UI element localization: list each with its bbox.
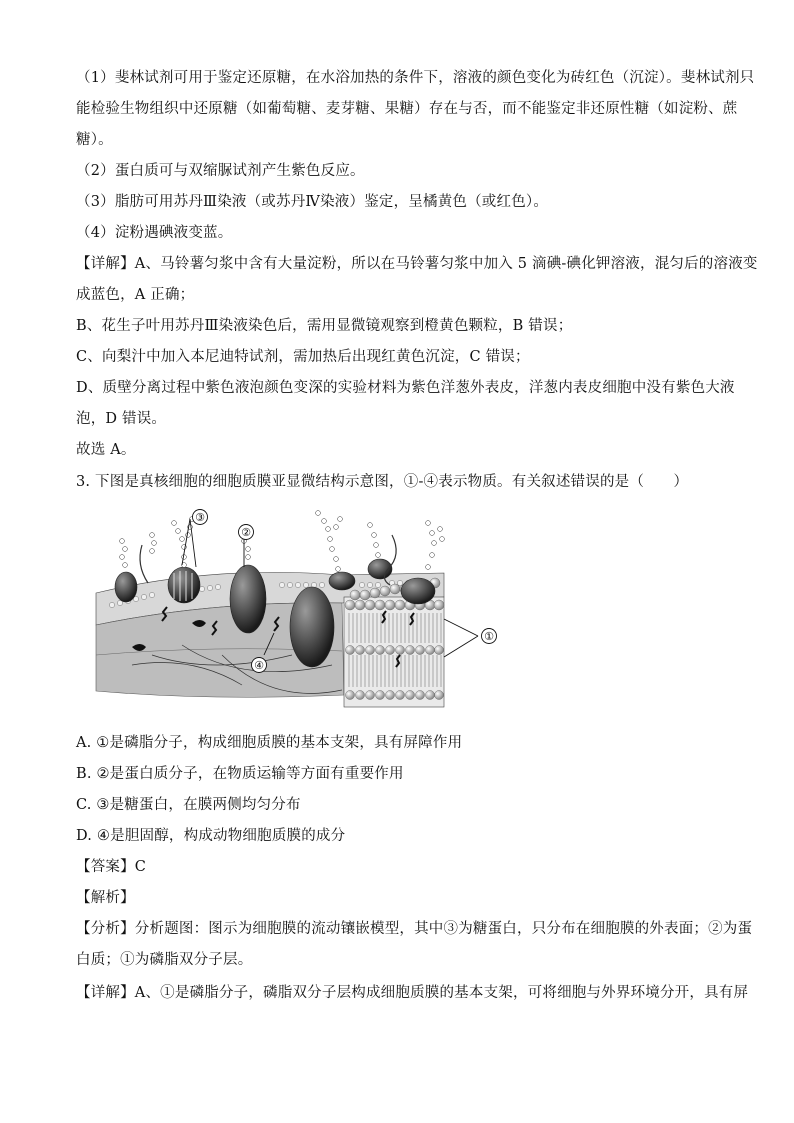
- text-line: （4）淀粉遇碘液变蓝。: [76, 225, 233, 241]
- detail-line: C、向梨汁中加入本尼迪特试剂，需加热后出现红黄色沉淀，C 错误；: [76, 349, 530, 365]
- option-a: A. ①是磷脂分子，构成细胞质膜的基本支架，具有屏障作用: [76, 735, 463, 751]
- text-line: （2）蛋白质可与双缩脲试剂产生紫色反应。: [76, 163, 365, 179]
- option-d: D. ④是胆固醇，构成动物细胞质膜的成分: [76, 828, 346, 844]
- transmembrane-protein: [230, 565, 266, 633]
- detail-line: B、花生子叶用苏丹Ⅲ染液染色后，需用显微镜观察到橙黄色颗粒，B 错误；: [76, 318, 573, 334]
- option-c: C. ③是糖蛋白，在膜两侧均匀分布: [76, 797, 301, 813]
- label-one: [482, 629, 497, 644]
- label-two: [239, 525, 254, 540]
- svg-text:②: ②: [241, 526, 251, 539]
- carbohydrate-chains: [120, 511, 445, 572]
- label-four: [252, 658, 267, 673]
- detail-line: 【详解】A、①是磷脂分子，磷脂双分子层构成细胞质膜的基本支架，可将细胞与外界环境分开，具有屏: [76, 985, 749, 1001]
- detail-line: 【详解】A、马铃薯匀浆中含有大量淀粉，所以在马铃薯匀浆中加入 5 滴碘-碘化钾溶液，混匀后的溶液变: [76, 256, 758, 272]
- conclusion-line: 故选 A。: [76, 442, 136, 458]
- cell-membrane-diagram: [92, 505, 504, 717]
- text-line: （1）斐林试剂可用于鉴定还原糖，在水浴加热的条件下，溶液的颜色变化为砖红色（沉淀）。斐林试剂只: [76, 70, 755, 86]
- text-line: （3）脂肪可用苏丹Ⅲ染液（或苏丹Ⅳ染液）鉴定，呈橘黄色（或红色）。: [76, 194, 549, 210]
- large-protein: [290, 587, 334, 667]
- detail-line: 泡，D 错误。: [76, 411, 167, 427]
- question-stem: 3. 下图是真核细胞的细胞质膜亚显微结构示意图，①-④表示物质。有关叙述错误的是（ ）: [76, 474, 689, 490]
- detail-line: D、质壁分离过程中紫色液泡颜色变深的实验材料为紫色洋葱外表皮，洋葱内表皮细胞中没有紫色大液: [76, 380, 735, 396]
- analysis-line: 白质；①为磷脂双分子层。: [76, 952, 253, 968]
- option-b: B. ②是蛋白质分子，在物质运输等方面有重要作用: [76, 766, 404, 782]
- answer-line: 【答案】C: [76, 859, 147, 875]
- text-line: 糖）。: [76, 132, 113, 148]
- channel-protein: [168, 567, 200, 603]
- svg-text:①: ①: [484, 630, 494, 643]
- label-three: [193, 510, 208, 525]
- svg-text:③: ③: [195, 511, 205, 524]
- detail-line: 成蓝色，A 正确；: [76, 287, 195, 303]
- svg-text:④: ④: [254, 659, 264, 672]
- peripheral-protein: [115, 572, 137, 602]
- analysis-heading: 【解析】: [76, 890, 135, 906]
- text-line: 能检验生物组织中还原糖（如葡萄糖、麦芽糖、果糖）存在与否，而不能鉴定非还原性糖（如淀粉、蔗: [76, 101, 738, 117]
- analysis-line: 【分析】分析题图：图示为细胞膜的流动镶嵌模型，其中③为糖蛋白，只分布在细胞膜的外表面；②为蛋: [76, 921, 753, 937]
